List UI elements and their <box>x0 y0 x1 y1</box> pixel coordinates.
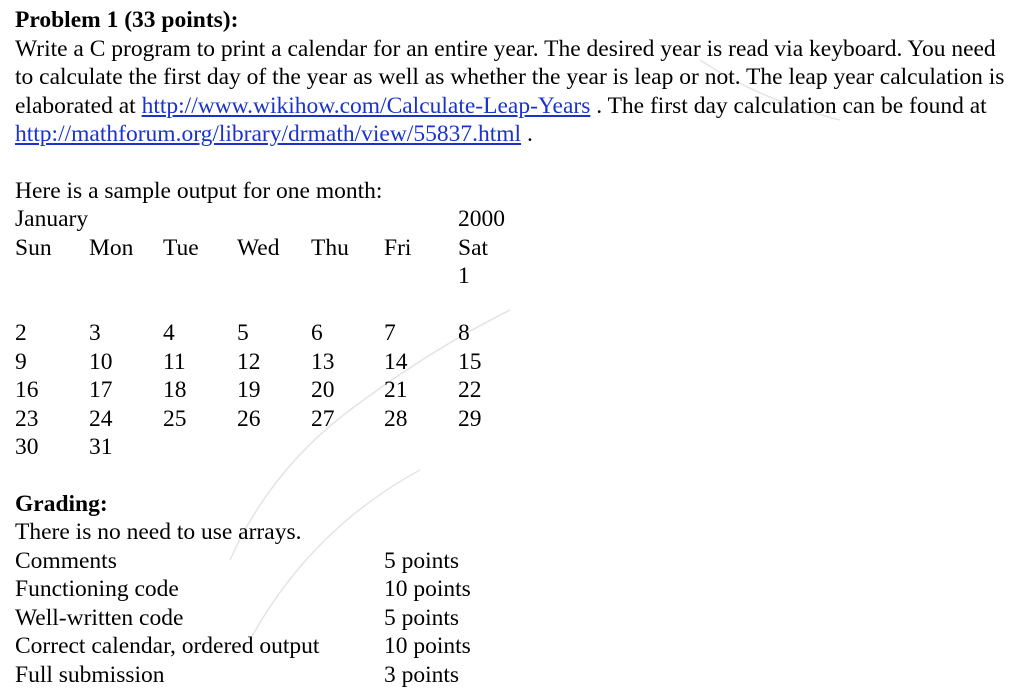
grading-item-points: 10 points <box>384 575 471 604</box>
week-row <box>15 348 515 377</box>
day-cell: 13 <box>311 348 335 377</box>
day-cell: 10 <box>89 348 113 377</box>
leap-year-link[interactable]: http://www.wikihow.com/Calculate-Leap-Years <box>142 93 591 119</box>
week-row <box>15 262 515 291</box>
grading-row <box>15 547 515 576</box>
grading-item-label: Functioning code <box>15 575 179 604</box>
grading-item-label: Comments <box>15 547 117 576</box>
grading-row <box>15 661 515 689</box>
first-day-link[interactable]: http://mathforum.org/library/drmath/view/55837.html <box>15 121 521 147</box>
grading-item-label: Correct calendar, ordered output <box>15 632 319 661</box>
weekday-label: Sat <box>458 234 488 263</box>
day-cell: 20 <box>311 376 335 405</box>
calendar-year: 2000 <box>458 205 505 234</box>
day-cell: 22 <box>458 376 482 405</box>
grading-note: There is no need to use arrays. <box>15 518 1019 547</box>
day-cell: 26 <box>237 405 261 434</box>
problem-description <box>15 35 1019 149</box>
calendar-weeks <box>15 262 1019 462</box>
weekday-label: Mon <box>89 234 133 263</box>
week-row <box>15 319 515 348</box>
day-cell: 16 <box>15 376 39 405</box>
day-cell: 12 <box>237 348 261 377</box>
day-cell: 14 <box>384 348 408 377</box>
grading-item-points: 3 points <box>384 661 459 689</box>
day-cell: 30 <box>15 433 39 462</box>
day-cell: 1 <box>458 262 470 291</box>
weekday-label: Wed <box>237 234 279 263</box>
weekday-label: Fri <box>384 234 411 263</box>
day-cell: 7 <box>384 319 396 348</box>
day-cell: 17 <box>89 376 113 405</box>
grading-item-points: 10 points <box>384 632 471 661</box>
day-cell: 25 <box>163 405 187 434</box>
day-cell: 15 <box>458 348 482 377</box>
day-cell: 6 <box>311 319 323 348</box>
day-cell: 5 <box>237 319 249 348</box>
day-cell: 23 <box>15 405 39 434</box>
day-cell: 31 <box>89 433 113 462</box>
grading-item-points: 5 points <box>384 604 459 633</box>
day-cell: 8 <box>458 319 470 348</box>
day-cell: 18 <box>163 376 187 405</box>
week-row <box>15 291 515 320</box>
grading-title: Grading: <box>15 490 1019 519</box>
grading-row <box>15 604 515 633</box>
grading-item-label: Well-written code <box>15 604 183 633</box>
calendar-header <box>15 205 515 234</box>
weekday-row <box>15 234 515 263</box>
problem-title: Problem 1 (33 points): <box>15 6 1019 35</box>
week-row <box>15 376 515 405</box>
day-cell: 19 <box>237 376 261 405</box>
grading-table <box>15 547 1019 689</box>
day-cell: 24 <box>89 405 113 434</box>
calendar-month: January <box>15 206 88 232</box>
intro-text-1: Write a C program to print a calendar for an entire year. The desired year is read via keyboard. You need to calculate the first day of the year as well as whether the year is leap or not. The leap year calculation is elaborated at <box>15 36 1004 119</box>
weekday-label: Thu <box>311 234 349 263</box>
sample-label: Here is a sample output for one month: <box>15 177 1019 206</box>
grading-row <box>15 632 515 661</box>
day-cell: 21 <box>384 376 408 405</box>
intro-text-3: . <box>521 121 533 147</box>
day-cell: 2 <box>15 319 27 348</box>
grading-item-label: Full submission <box>15 661 165 689</box>
week-row <box>15 433 515 462</box>
day-cell: 3 <box>89 319 101 348</box>
day-cell: 29 <box>458 405 482 434</box>
weekday-label: Tue <box>163 234 199 263</box>
day-cell: 4 <box>163 319 175 348</box>
weekday-label: Sun <box>15 234 52 263</box>
day-cell: 9 <box>15 348 27 377</box>
grading-row <box>15 575 515 604</box>
day-cell: 28 <box>384 405 408 434</box>
day-cell: 11 <box>163 348 186 377</box>
intro-text-2: . The first day calculation can be found at <box>590 93 986 119</box>
day-cell: 27 <box>311 405 335 434</box>
document <box>15 6 1019 689</box>
grading-item-points: 5 points <box>384 547 459 576</box>
week-row <box>15 405 515 434</box>
